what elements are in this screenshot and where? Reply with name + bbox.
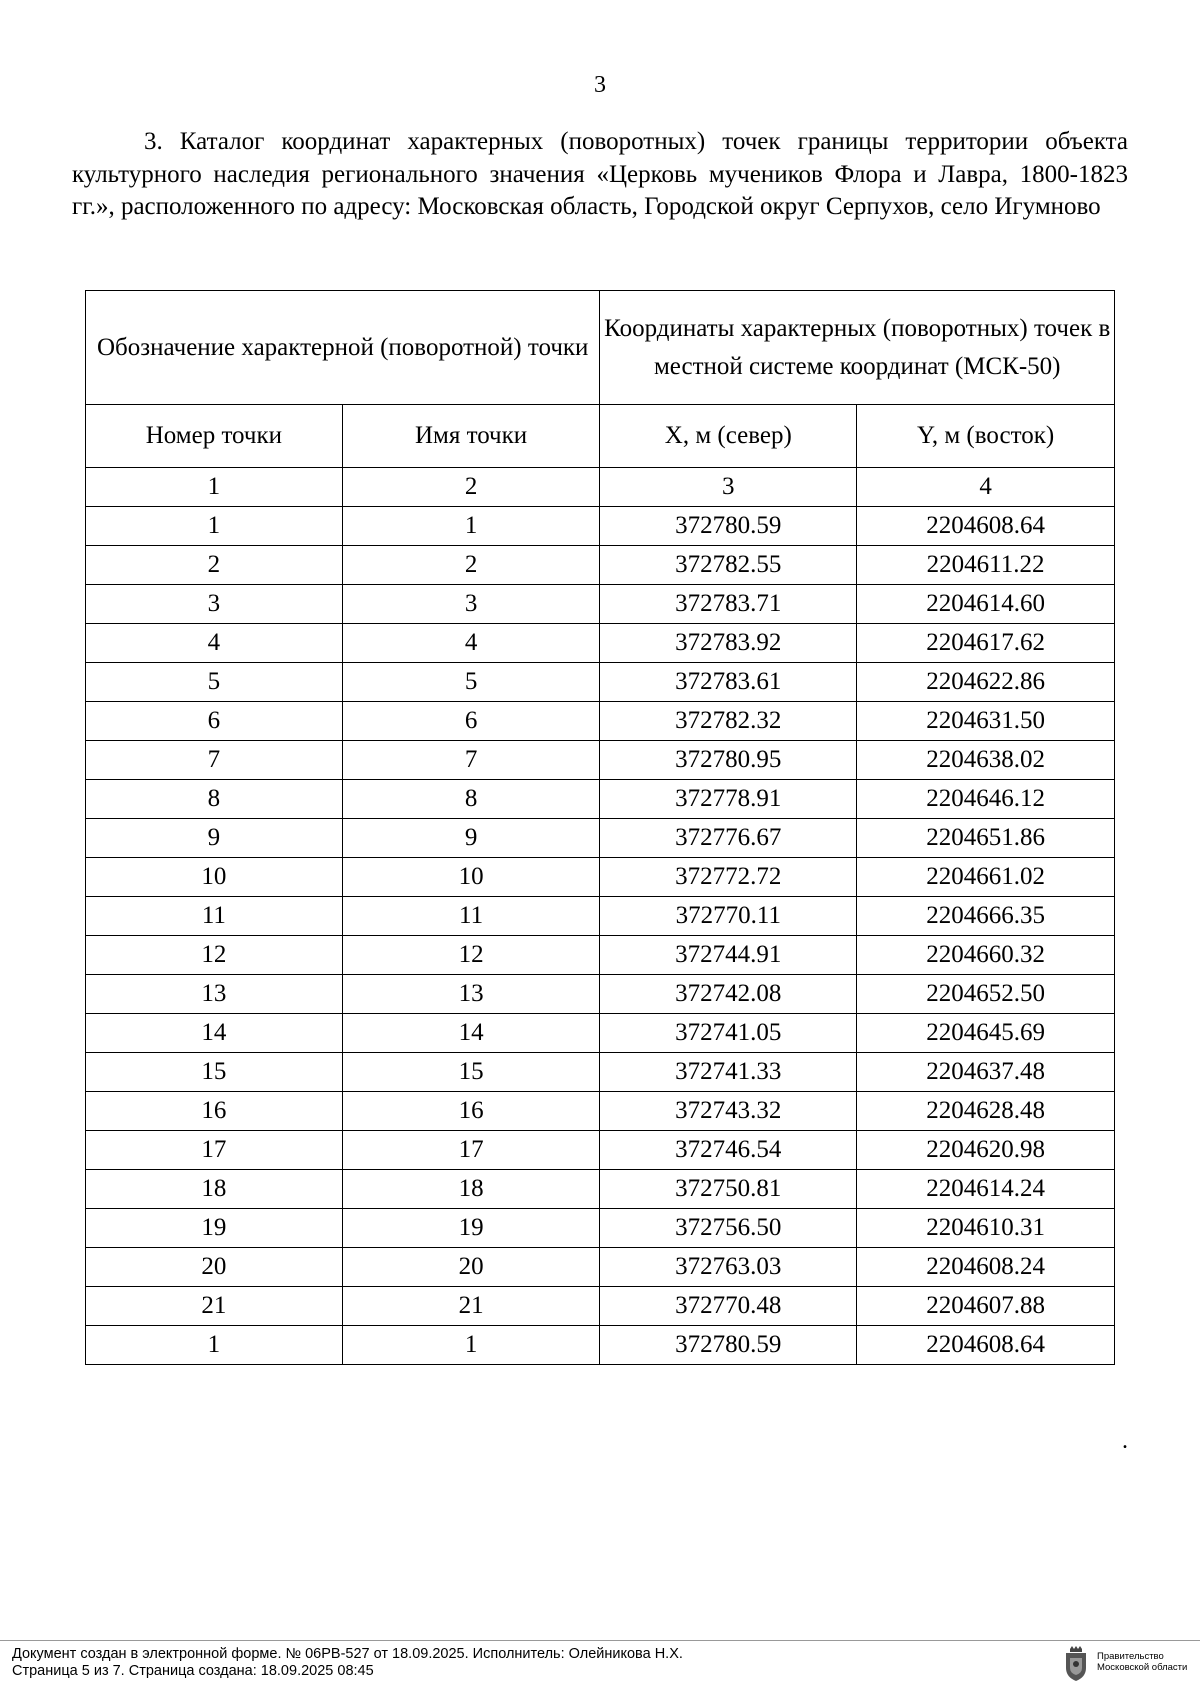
cell-y: 2204607.88 (857, 1287, 1115, 1326)
header-point-designation: Обозначение характерной (поворотной) точки (86, 291, 600, 405)
cell-point-name: 16 (342, 1092, 600, 1131)
cell-point-number: 2 (86, 546, 343, 585)
cell-point-number: 15 (86, 1053, 343, 1092)
table-row (86, 1014, 1115, 1053)
table-row (86, 1053, 1115, 1092)
cell-point-name: 14 (342, 1014, 600, 1053)
column-number: 1 (86, 468, 343, 507)
cell-x: 372741.33 (600, 1053, 857, 1092)
table-row (86, 975, 1115, 1014)
table-column-header-row (86, 405, 1115, 468)
cell-x: 372763.03 (600, 1248, 857, 1287)
cell-x: 372741.05 (600, 1014, 857, 1053)
cell-point-number: 4 (86, 624, 343, 663)
cell-x: 372778.91 (600, 780, 857, 819)
page-number: 3 (594, 72, 606, 98)
cell-point-name: 1 (342, 507, 600, 546)
cell-y: 2204622.86 (857, 663, 1115, 702)
table-row (86, 936, 1115, 975)
cell-point-name: 11 (342, 897, 600, 936)
table-row (86, 624, 1115, 663)
footer-divider (0, 1640, 1200, 1641)
cell-y: 2204651.86 (857, 819, 1115, 858)
cell-point-name: 12 (342, 936, 600, 975)
table-header-group-row (86, 291, 1115, 405)
cell-y: 2204610.31 (857, 1209, 1115, 1248)
cell-point-number: 13 (86, 975, 343, 1014)
cell-point-name: 5 (342, 663, 600, 702)
cell-point-name: 15 (342, 1053, 600, 1092)
table-row (86, 741, 1115, 780)
section-heading: 3. Каталог координат характерных (поворотных) точек границы территории объекта культурного наследия регионального значения «Церковь мучеников Флора и Лавра, 1800-1823 гг.», расположенного по адресу: Московская область, Городской округ Серпухов, село Игумново (72, 128, 1128, 220)
cell-point-name: 2 (342, 546, 600, 585)
org-name (1097, 1651, 1187, 1673)
table-row (86, 1170, 1115, 1209)
footer-page-info: Страница 5 из 7. Страница создана: 18.09.2025 08:45 (12, 1663, 374, 1679)
org-name-line-1: Правительство (1097, 1651, 1164, 1662)
cell-point-number: 1 (86, 1326, 343, 1365)
cell-x: 372756.50 (600, 1209, 857, 1248)
table-row (86, 1248, 1115, 1287)
table-row (86, 702, 1115, 741)
cell-x: 372746.54 (600, 1131, 857, 1170)
column-number: 2 (342, 468, 600, 507)
cell-point-name: 9 (342, 819, 600, 858)
cell-y: 2204614.24 (857, 1170, 1115, 1209)
cell-x: 372783.71 (600, 585, 857, 624)
cell-y: 2204645.69 (857, 1014, 1115, 1053)
cell-point-name: 4 (342, 624, 600, 663)
table-row (86, 507, 1115, 546)
cell-point-number: 10 (86, 858, 343, 897)
cell-x: 372744.91 (600, 936, 857, 975)
cell-y: 2204620.98 (857, 1131, 1115, 1170)
cell-y: 2204660.32 (857, 936, 1115, 975)
org-name-line-2: Московской области (1097, 1662, 1188, 1673)
cell-x: 372750.81 (600, 1170, 857, 1209)
cell-point-number: 20 (86, 1248, 343, 1287)
cell-point-name: 17 (342, 1131, 600, 1170)
cell-point-number: 7 (86, 741, 343, 780)
cell-point-number: 21 (86, 1287, 343, 1326)
table-row (86, 1092, 1115, 1131)
header-coordinates: Координаты характерных (поворотных) точек в местной системе координат (МСК-50) (600, 291, 1115, 405)
cell-x: 372780.59 (600, 1326, 857, 1365)
cell-x: 372770.48 (600, 1287, 857, 1326)
coordinates-table (85, 290, 1115, 1365)
cell-x: 372780.95 (600, 741, 857, 780)
table-row (86, 780, 1115, 819)
table-row (86, 585, 1115, 624)
column-number: 4 (857, 468, 1115, 507)
table-row (86, 819, 1115, 858)
table-row (86, 897, 1115, 936)
cell-x: 372776.67 (600, 819, 857, 858)
moscow-oblast-emblem-icon (1064, 1646, 1088, 1682)
cell-point-name: 1 (342, 1326, 600, 1365)
cell-y: 2204608.64 (857, 1326, 1115, 1365)
cell-point-number: 9 (86, 819, 343, 858)
cell-point-name: 3 (342, 585, 600, 624)
cell-point-number: 6 (86, 702, 343, 741)
cell-point-number: 16 (86, 1092, 343, 1131)
cell-point-name: 6 (342, 702, 600, 741)
cell-y: 2204608.24 (857, 1248, 1115, 1287)
column-header-point-number: Номер точки (86, 405, 343, 468)
cell-point-number: 12 (86, 936, 343, 975)
cell-x: 372742.08 (600, 975, 857, 1014)
cell-point-name: 10 (342, 858, 600, 897)
cell-y: 2204666.35 (857, 897, 1115, 936)
cell-x: 372780.59 (600, 507, 857, 546)
column-header-y: Y, м (восток) (857, 405, 1115, 468)
table-row (86, 546, 1115, 585)
cell-point-number: 19 (86, 1209, 343, 1248)
column-header-x: X, м (север) (600, 405, 857, 468)
trailing-mark: . (1122, 1428, 1128, 1454)
cell-point-name: 19 (342, 1209, 600, 1248)
footer-document-info: Документ создан в электронной форме. № 06РВ-527 от 18.09.2025. Исполнитель: Олейникова Н.Х. (12, 1646, 683, 1662)
cell-point-name: 13 (342, 975, 600, 1014)
cell-x: 372782.55 (600, 546, 857, 585)
cell-x: 372783.92 (600, 624, 857, 663)
cell-y: 2204652.50 (857, 975, 1115, 1014)
table-row (86, 858, 1115, 897)
cell-point-number: 17 (86, 1131, 343, 1170)
footer (12, 1646, 683, 1680)
cell-point-name: 18 (342, 1170, 600, 1209)
cell-point-name: 20 (342, 1248, 600, 1287)
cell-point-number: 18 (86, 1170, 343, 1209)
table-row (86, 1287, 1115, 1326)
cell-y: 2204608.64 (857, 507, 1115, 546)
cell-point-number: 8 (86, 780, 343, 819)
cell-y: 2204614.60 (857, 585, 1115, 624)
cell-x: 372743.32 (600, 1092, 857, 1131)
column-number: 3 (600, 468, 857, 507)
cell-y: 2204637.48 (857, 1053, 1115, 1092)
cell-x: 372770.11 (600, 897, 857, 936)
table-row (86, 1131, 1115, 1170)
cell-point-name: 21 (342, 1287, 600, 1326)
cell-y: 2204631.50 (857, 702, 1115, 741)
table-column-number-row (86, 468, 1115, 507)
column-header-point-name: Имя точки (342, 405, 600, 468)
table-row (86, 1209, 1115, 1248)
cell-y: 2204638.02 (857, 741, 1115, 780)
table-row (86, 1326, 1115, 1365)
cell-point-number: 3 (86, 585, 343, 624)
cell-point-number: 5 (86, 663, 343, 702)
cell-point-name: 8 (342, 780, 600, 819)
cell-y: 2204611.22 (857, 546, 1115, 585)
cell-y: 2204646.12 (857, 780, 1115, 819)
cell-y: 2204628.48 (857, 1092, 1115, 1131)
cell-y: 2204661.02 (857, 858, 1115, 897)
cell-x: 372782.32 (600, 702, 857, 741)
cell-point-number: 11 (86, 897, 343, 936)
table-row (86, 663, 1115, 702)
cell-x: 372772.72 (600, 858, 857, 897)
cell-point-name: 7 (342, 741, 600, 780)
cell-x: 372783.61 (600, 663, 857, 702)
cell-point-number: 14 (86, 1014, 343, 1053)
cell-point-number: 1 (86, 507, 343, 546)
cell-y: 2204617.62 (857, 624, 1115, 663)
